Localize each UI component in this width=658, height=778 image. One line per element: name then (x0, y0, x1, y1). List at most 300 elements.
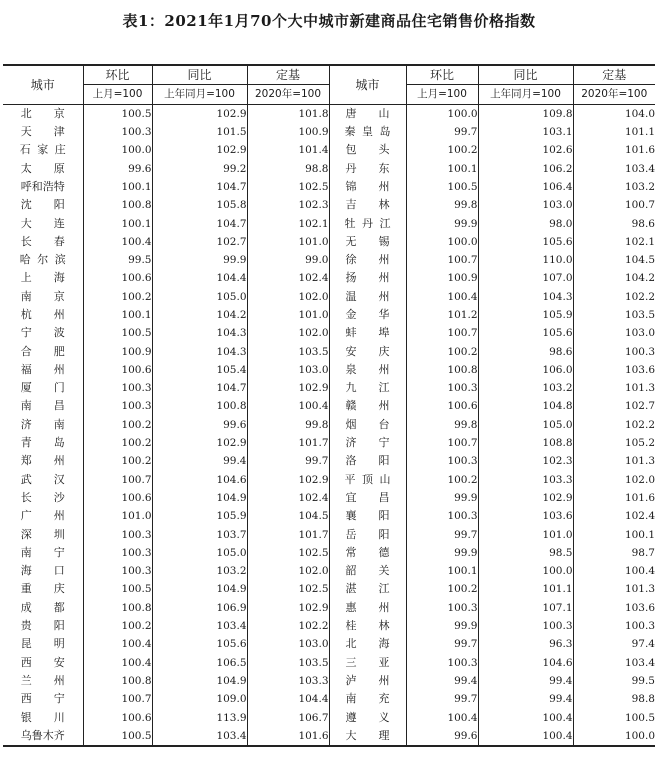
table-row (3, 141, 655, 159)
city-right-name: 丹东 (345, 161, 390, 175)
table-row (3, 617, 655, 635)
dj-left-value: 102.0 (247, 562, 329, 580)
table-body (3, 104, 655, 746)
city-right-cell (329, 708, 406, 726)
dj-left-value: 101.0 (247, 306, 329, 324)
table-row (3, 471, 655, 489)
tb-right-value: 102.9 (478, 489, 573, 507)
dj-left-value: 99.7 (247, 452, 329, 470)
dj-right-value: 103.0 (573, 324, 655, 342)
header-dj-sub-right: 2020年=100 (573, 85, 655, 104)
dj-right-value: 100.0 (573, 727, 655, 746)
hb-left-value: 100.2 (83, 617, 152, 635)
city-left-name: 福州 (20, 362, 65, 376)
dj-left-value: 100.4 (247, 397, 329, 415)
dj-right-value: 103.4 (573, 654, 655, 672)
tb-right-value: 105.6 (478, 233, 573, 251)
city-left-cell (3, 159, 83, 177)
hb-left-value: 99.5 (83, 251, 152, 269)
dj-left-value: 103.5 (247, 342, 329, 360)
city-right-cell (329, 617, 406, 635)
city-left-cell (3, 599, 83, 617)
city-left-cell (3, 342, 83, 360)
hb-left-value: 100.2 (83, 434, 152, 452)
dj-right-value: 104.5 (573, 251, 655, 269)
tb-left-value: 105.8 (152, 196, 247, 214)
city-left-name: 宁波 (20, 326, 65, 340)
tb-left-value: 104.9 (152, 580, 247, 598)
city-left-name: 天津 (20, 125, 65, 139)
dj-right-value: 97.4 (573, 635, 655, 653)
city-right-name: 北海 (345, 637, 390, 651)
city-left-cell (3, 397, 83, 415)
tb-left-value: 102.7 (152, 233, 247, 251)
city-left-name: 西宁 (20, 692, 65, 706)
hb-right-value: 100.7 (406, 434, 478, 452)
hb-right-value: 100.2 (406, 471, 478, 489)
city-right-name: 温州 (345, 289, 390, 303)
tb-right-value: 100.3 (478, 617, 573, 635)
tb-left-value: 104.4 (152, 269, 247, 287)
city-right-cell (329, 251, 406, 269)
hb-right-value: 100.7 (406, 324, 478, 342)
table-row (3, 507, 655, 525)
city-left-cell (3, 288, 83, 306)
city-right-name: 南充 (345, 692, 390, 706)
city-right-name: 唐山 (345, 106, 390, 120)
dj-left-value: 101.6 (247, 727, 329, 746)
city-right-cell (329, 214, 406, 232)
city-right-name: 无锡 (345, 234, 390, 248)
tb-left-value: 104.3 (152, 342, 247, 360)
tb-right-value: 99.4 (478, 690, 573, 708)
dj-right-value: 98.8 (573, 690, 655, 708)
dj-right-value: 100.1 (573, 525, 655, 543)
dj-left-value: 102.5 (247, 544, 329, 562)
header-row-main (3, 65, 655, 85)
hb-right-value: 99.9 (406, 617, 478, 635)
dj-right-value: 103.5 (573, 306, 655, 324)
city-left-cell (3, 379, 83, 397)
header-dj-sub-left: 2020年=100 (247, 85, 329, 104)
tb-left-value: 105.0 (152, 288, 247, 306)
tb-right-value: 98.0 (478, 214, 573, 232)
dj-right-value: 101.3 (573, 379, 655, 397)
hb-right-value: 100.3 (406, 654, 478, 672)
header-dj-right: 定基 (573, 65, 655, 85)
header-hb-sub-right: 上月=100 (406, 85, 478, 104)
hb-right-value: 100.3 (406, 452, 478, 470)
hb-left-value: 100.2 (83, 288, 152, 306)
city-left-cell (3, 452, 83, 470)
table-row (3, 599, 655, 617)
tb-right-value: 104.8 (478, 397, 573, 415)
dj-right-value: 105.2 (573, 434, 655, 452)
city-left-name: 石家庄 (19, 143, 66, 157)
price-index-table (3, 64, 655, 747)
city-left-name: 广州 (20, 509, 65, 523)
hb-right-value: 100.0 (406, 233, 478, 251)
hb-left-value: 100.4 (83, 654, 152, 672)
hb-right-value: 100.1 (406, 159, 478, 177)
tb-right-value: 96.3 (478, 635, 573, 653)
city-left-cell (3, 727, 83, 746)
hb-left-value: 100.4 (83, 635, 152, 653)
dj-left-value: 102.1 (247, 214, 329, 232)
city-left-cell (3, 416, 83, 434)
city-left-cell (3, 178, 83, 196)
hb-left-value: 100.8 (83, 196, 152, 214)
hb-left-value: 100.7 (83, 690, 152, 708)
hb-left-value: 100.1 (83, 214, 152, 232)
tb-right-value: 101.0 (478, 525, 573, 543)
city-left-name: 呼和浩特 (20, 179, 65, 193)
hb-right-value: 100.7 (406, 251, 478, 269)
table-row (3, 104, 655, 123)
hb-left-value: 100.2 (83, 452, 152, 470)
city-left-cell (3, 562, 83, 580)
city-left-name: 南京 (20, 289, 65, 303)
dj-left-value: 99.8 (247, 416, 329, 434)
tb-right-value: 102.6 (478, 141, 573, 159)
hb-left-value: 100.3 (83, 123, 152, 141)
hb-left-value: 100.5 (83, 727, 152, 746)
city-right-cell (329, 288, 406, 306)
hb-left-value: 100.3 (83, 525, 152, 543)
city-left-name: 西安 (20, 655, 65, 669)
table-row (3, 452, 655, 470)
city-left-name: 北京 (20, 106, 65, 120)
table-row (3, 580, 655, 598)
city-right-cell (329, 123, 406, 141)
city-right-name: 济宁 (345, 436, 390, 450)
tb-left-value: 103.7 (152, 525, 247, 543)
city-left-name: 杭州 (20, 308, 65, 321)
dj-right-value: 98.6 (573, 214, 655, 232)
city-right-cell (329, 178, 406, 196)
city-right-cell (329, 269, 406, 287)
city-left-cell (3, 525, 83, 543)
hb-right-value: 99.8 (406, 196, 478, 214)
hb-right-value: 100.9 (406, 269, 478, 287)
tb-right-value: 104.6 (478, 654, 573, 672)
dj-right-value: 100.5 (573, 708, 655, 726)
dj-right-value: 101.6 (573, 489, 655, 507)
tb-left-value: 100.8 (152, 397, 247, 415)
hb-right-value: 99.7 (406, 525, 478, 543)
tb-right-value: 103.6 (478, 507, 573, 525)
city-right-name: 泸州 (345, 673, 390, 687)
city-right-cell (329, 306, 406, 324)
tb-left-value: 105.4 (152, 361, 247, 379)
dj-left-value: 102.4 (247, 489, 329, 507)
dj-left-value: 100.9 (247, 123, 329, 141)
hb-left-value: 100.4 (83, 233, 152, 251)
tb-left-value: 103.4 (152, 617, 247, 635)
dj-right-value: 101.3 (573, 580, 655, 598)
city-right-cell (329, 654, 406, 672)
header-hb-right: 环比 (406, 65, 478, 85)
table-row (3, 178, 655, 196)
dj-left-value: 98.8 (247, 159, 329, 177)
tb-left-value: 102.9 (152, 104, 247, 123)
hb-left-value: 100.5 (83, 324, 152, 342)
tb-left-value: 104.7 (152, 214, 247, 232)
tb-left-value: 104.7 (152, 379, 247, 397)
city-right-name: 三亚 (345, 655, 390, 669)
hb-right-value: 100.3 (406, 507, 478, 525)
hb-right-value: 100.2 (406, 141, 478, 159)
tb-left-value: 104.7 (152, 178, 247, 196)
city-right-name: 襄阳 (345, 509, 390, 523)
tb-left-value: 99.6 (152, 416, 247, 434)
city-left-cell (3, 123, 83, 141)
city-right-cell (329, 159, 406, 177)
hb-left-value: 100.6 (83, 269, 152, 287)
table-row (3, 269, 655, 287)
hb-right-value: 99.7 (406, 635, 478, 653)
city-left-cell (3, 434, 83, 452)
tb-right-value: 106.2 (478, 159, 573, 177)
city-right-cell (329, 690, 406, 708)
hb-right-value: 100.3 (406, 599, 478, 617)
tb-left-value: 104.3 (152, 324, 247, 342)
dj-right-value: 100.7 (573, 196, 655, 214)
tb-right-value: 104.3 (478, 288, 573, 306)
city-right-name: 安庆 (345, 344, 390, 358)
hb-left-value: 100.3 (83, 379, 152, 397)
city-right-cell (329, 434, 406, 452)
tb-right-value: 106.4 (478, 178, 573, 196)
city-right-cell (329, 507, 406, 525)
city-left-name: 武汉 (20, 472, 65, 486)
city-left-cell (3, 708, 83, 726)
table-row (3, 361, 655, 379)
dj-left-value: 106.7 (247, 708, 329, 726)
city-right-cell (329, 727, 406, 746)
header-hb-left: 环比 (83, 65, 152, 85)
city-right-name: 徐州 (345, 253, 390, 267)
city-right-cell (329, 104, 406, 123)
dj-right-value: 98.7 (573, 544, 655, 562)
city-right-cell (329, 599, 406, 617)
tb-right-value: 107.0 (478, 269, 573, 287)
hb-right-value: 100.3 (406, 379, 478, 397)
hb-right-value: 101.2 (406, 306, 478, 324)
tb-left-value: 104.9 (152, 672, 247, 690)
hb-left-value: 100.8 (83, 672, 152, 690)
city-left-name: 海口 (20, 564, 65, 578)
city-left-name: 长沙 (20, 490, 65, 504)
tb-left-value: 99.9 (152, 251, 247, 269)
table-row (3, 123, 655, 141)
hb-right-value: 100.5 (406, 178, 478, 196)
dj-left-value: 101.7 (247, 525, 329, 543)
header-dj-left: 定基 (247, 65, 329, 85)
dj-left-value: 103.3 (247, 672, 329, 690)
table-row (3, 690, 655, 708)
city-right-cell (329, 452, 406, 470)
city-right-name: 岳阳 (345, 527, 390, 541)
dj-right-value: 103.6 (573, 599, 655, 617)
dj-left-value: 101.8 (247, 104, 329, 123)
city-right-name: 泉州 (345, 362, 390, 376)
city-left-cell (3, 141, 83, 159)
table-row (3, 708, 655, 726)
tb-right-value: 109.8 (478, 104, 573, 123)
city-left-cell (3, 654, 83, 672)
tb-left-value: 105.0 (152, 544, 247, 562)
city-right-cell (329, 342, 406, 360)
dj-right-value: 102.0 (573, 471, 655, 489)
city-right-name: 扬州 (345, 271, 390, 285)
tb-left-value: 99.4 (152, 452, 247, 470)
hb-left-value: 100.3 (83, 397, 152, 415)
city-right-name: 九江 (345, 381, 390, 395)
hb-right-value: 100.6 (406, 397, 478, 415)
hb-right-value: 100.8 (406, 361, 478, 379)
dj-right-value: 100.4 (573, 562, 655, 580)
city-left-cell (3, 580, 83, 598)
hb-left-value: 100.7 (83, 471, 152, 489)
hb-left-value: 100.6 (83, 361, 152, 379)
tb-right-value: 105.0 (478, 416, 573, 434)
tb-left-value: 103.2 (152, 562, 247, 580)
tb-right-value: 98.5 (478, 544, 573, 562)
dj-left-value: 102.9 (247, 471, 329, 489)
hb-right-value: 99.8 (406, 416, 478, 434)
table-row (3, 635, 655, 653)
dj-left-value: 102.0 (247, 288, 329, 306)
city-right-cell (329, 525, 406, 543)
hb-right-value: 99.6 (406, 727, 478, 746)
table-row (3, 727, 655, 746)
city-left-name: 南昌 (20, 399, 65, 413)
city-right-name: 宜昌 (345, 490, 390, 504)
tb-right-value: 98.6 (478, 342, 573, 360)
city-right-cell (329, 672, 406, 690)
dj-right-value: 102.7 (573, 397, 655, 415)
city-right-name: 秦皇岛 (344, 125, 391, 139)
city-left-cell (3, 635, 83, 653)
table-row (3, 434, 655, 452)
dj-right-value: 104.2 (573, 269, 655, 287)
table-row (3, 672, 655, 690)
city-left-cell (3, 507, 83, 525)
hb-right-value: 99.7 (406, 123, 478, 141)
hb-right-value: 99.4 (406, 672, 478, 690)
tb-left-value: 104.9 (152, 489, 247, 507)
city-left-name: 青岛 (20, 436, 65, 450)
table-row (3, 159, 655, 177)
hb-right-value: 99.9 (406, 214, 478, 232)
city-right-name: 锦州 (345, 179, 390, 193)
hb-right-value: 99.9 (406, 544, 478, 562)
header-hb-sub-left: 上月=100 (83, 85, 152, 104)
tb-left-value: 102.9 (152, 434, 247, 452)
dj-right-value: 102.2 (573, 288, 655, 306)
city-left-cell (3, 233, 83, 251)
city-left-cell (3, 471, 83, 489)
hb-left-value: 100.9 (83, 342, 152, 360)
hb-left-value: 99.6 (83, 159, 152, 177)
hb-right-value: 100.1 (406, 562, 478, 580)
hb-left-value: 100.8 (83, 599, 152, 617)
hb-left-value: 100.1 (83, 306, 152, 324)
header-tb-left: 同比 (152, 65, 247, 85)
tb-right-value: 108.8 (478, 434, 573, 452)
city-left-name: 哈尔滨 (19, 253, 66, 267)
dj-left-value: 102.5 (247, 580, 329, 598)
hb-left-value: 100.5 (83, 580, 152, 598)
table-row (3, 489, 655, 507)
city-left-cell (3, 361, 83, 379)
city-right-name: 烟台 (345, 417, 390, 431)
table-row (3, 233, 655, 251)
header-tb-right: 同比 (478, 65, 573, 85)
city-left-name: 大连 (20, 216, 65, 230)
city-left-name: 重庆 (20, 582, 65, 596)
table-row (3, 251, 655, 269)
dj-left-value: 101.4 (247, 141, 329, 159)
dj-left-value: 102.0 (247, 324, 329, 342)
tb-left-value: 99.2 (152, 159, 247, 177)
tb-right-value: 101.1 (478, 580, 573, 598)
table-row (3, 306, 655, 324)
hb-right-value: 100.0 (406, 104, 478, 123)
city-left-name: 深圳 (20, 527, 65, 541)
city-right-name: 蚌埠 (345, 326, 390, 340)
tb-left-value: 105.6 (152, 635, 247, 653)
dj-left-value: 104.4 (247, 690, 329, 708)
tb-right-value: 105.6 (478, 324, 573, 342)
city-right-cell (329, 379, 406, 397)
city-right-name: 赣州 (345, 399, 390, 413)
dj-right-value: 101.6 (573, 141, 655, 159)
city-right-cell (329, 196, 406, 214)
dj-left-value: 102.3 (247, 196, 329, 214)
city-left-name: 厦门 (20, 381, 65, 395)
dj-right-value: 104.0 (573, 104, 655, 123)
city-left-name: 合肥 (20, 344, 65, 358)
hb-left-value: 100.6 (83, 708, 152, 726)
table-row (3, 654, 655, 672)
hb-left-value: 100.0 (83, 141, 152, 159)
city-left-name: 太原 (20, 161, 65, 175)
hb-left-value: 100.5 (83, 104, 152, 123)
city-right-cell (329, 324, 406, 342)
city-right-cell (329, 544, 406, 562)
city-right-name: 洛阳 (345, 454, 390, 468)
header-tb-sub-left: 上年同月=100 (152, 85, 247, 104)
header-tb-sub-right: 上年同月=100 (478, 85, 573, 104)
hb-left-value: 100.1 (83, 178, 152, 196)
city-left-cell (3, 324, 83, 342)
dj-right-value: 100.3 (573, 617, 655, 635)
dj-right-value: 103.6 (573, 361, 655, 379)
dj-right-value: 100.3 (573, 342, 655, 360)
tb-left-value: 105.9 (152, 507, 247, 525)
dj-left-value: 102.4 (247, 269, 329, 287)
table-row (3, 525, 655, 543)
header-city-left: 城市 (3, 65, 83, 104)
city-left-cell (3, 306, 83, 324)
city-right-name: 金华 (345, 308, 390, 321)
city-left-name: 南宁 (20, 545, 65, 559)
city-left-cell (3, 104, 83, 123)
dj-left-value: 104.5 (247, 507, 329, 525)
hb-left-value: 100.6 (83, 489, 152, 507)
